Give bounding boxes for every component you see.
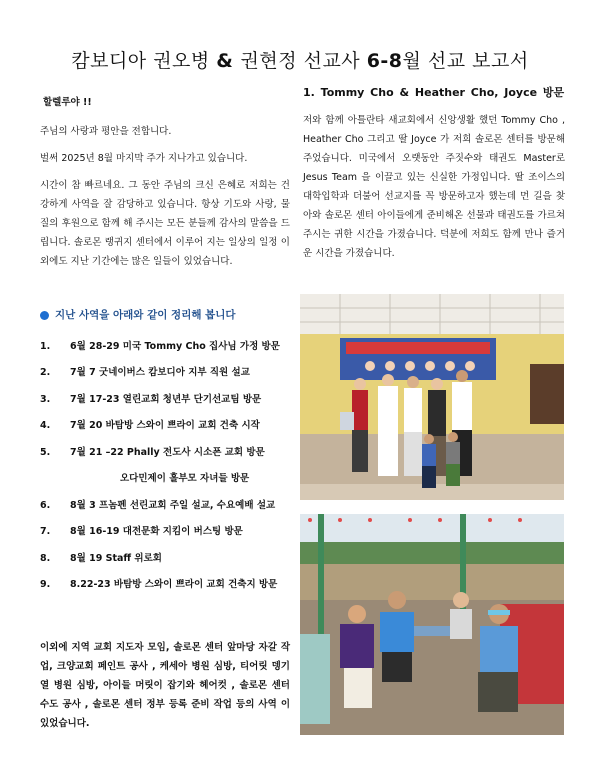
list-item: 4. 7월 20 바탐방 스와이 쁘라이 교회 건축 시작 <box>40 420 260 432</box>
page-title: 캄보디아 권오병 & 권현정 선교사 6-8월 선교 보고서 <box>71 50 529 72</box>
list-item: 2. 7월 7 굿네이버스 캄보디아 지부 직원 설교 <box>40 367 250 379</box>
paragraph-2: 벌써 2025년 8월 마지막 주가 지나가고 있습니다. <box>40 153 248 164</box>
visit-heading: 1. Tommy Cho & Heather Cho, Joyce 방문 <box>303 86 565 99</box>
paragraph-1: 주님의 사랑과 평안을 전합니다. <box>40 126 172 137</box>
group-photo-riverside <box>300 514 564 735</box>
visit-paragraph: 저와 함께 아틀란타 새교회에서 신앙생활 했던 Tommy Cho , Heather Cho 그리고 딸 Joyce 가 저희 솔로몬 센터를 방문해 주었습니다. 미국에서 오랫동안 주짓수와 태권도 Master로 Jesus Team 을 이끌고 있는 신실한 가정입니다. 딸 조이스의 대학입학과 더불어 선교지를 꼭 방문하고자 했는데 먼 길을 찾아와 솔로몬 센터 아이들에게 준비해온 선물과 태권도를 가르쳐 주시는 귀한 시간을 가졌습니다. 덕분에 저희도 함께 만나 즐거운 시간을 가졌습니다. <box>303 115 565 259</box>
group-photo-classroom <box>300 294 564 500</box>
list-item-continued: 오다민제이 홀부모 자녀들 방문 <box>120 473 250 485</box>
section-heading: 지난 사역을 아래와 같이 정리해 봅니다 <box>40 306 290 325</box>
right-column <box>303 83 565 263</box>
left-column <box>40 93 290 743</box>
list-item: 8. 8월 19 Staff 위로회 <box>40 552 162 564</box>
list-item: 1. 6월 28-29 미국 Tommy Cho 집사님 가정 방문 <box>40 340 280 352</box>
list-item: 9. 8.22-23 바탐방 스와이 쁘라이 교회 건축지 방문 <box>40 579 278 591</box>
bullet-icon <box>40 311 49 320</box>
greeting: 할렐루야 !! <box>43 97 92 108</box>
list-item: 3. 7월 17-23 열린교회 청년부 단기선교팀 방문 <box>40 393 262 405</box>
paragraph-3: 시간이 참 빠르네요. 그 동안 주님의 크신 은혜로 저희는 건강하게 사역을 잘 감당하고 있습니다. 항상 기도와 사랑, 물질의 후원으로 함께 해 주시는 모든 분들께 감사의 말씀을 드립니다. 솔로몬 랭귀지 센터에서 이루어 지는 일상의 일정 이외에도 지난 기간에는 많은 일들이 있었습니다. <box>40 180 290 267</box>
list-item: 6. 8월 3 프놈펜 선린교회 주일 설교, 수요예배 설교 <box>40 499 276 511</box>
closing-paragraph: 이외에 지역 교회 지도자 모임, 솔로몬 센터 앞마당 자갈 작업, 크양교회 페인트 공사 , 케세아 병원 심방, 티어릿 뎅기열 병원 심방, 아이들 머릿이 잡기와 헤어컷 , 솔로몬 센터 수도 공사 , 솔로몬 센터 정부 등록 준비 작업 등의 사역 이 있었습니다. <box>40 642 290 729</box>
activity-list <box>40 333 290 598</box>
list-item: 5. 7월 21 –22 Phally 전도사 시소폰 교회 방문 <box>40 446 265 458</box>
list-item: 7. 8월 16-19 대전문화 지킴이 버스팅 방문 <box>40 526 243 538</box>
